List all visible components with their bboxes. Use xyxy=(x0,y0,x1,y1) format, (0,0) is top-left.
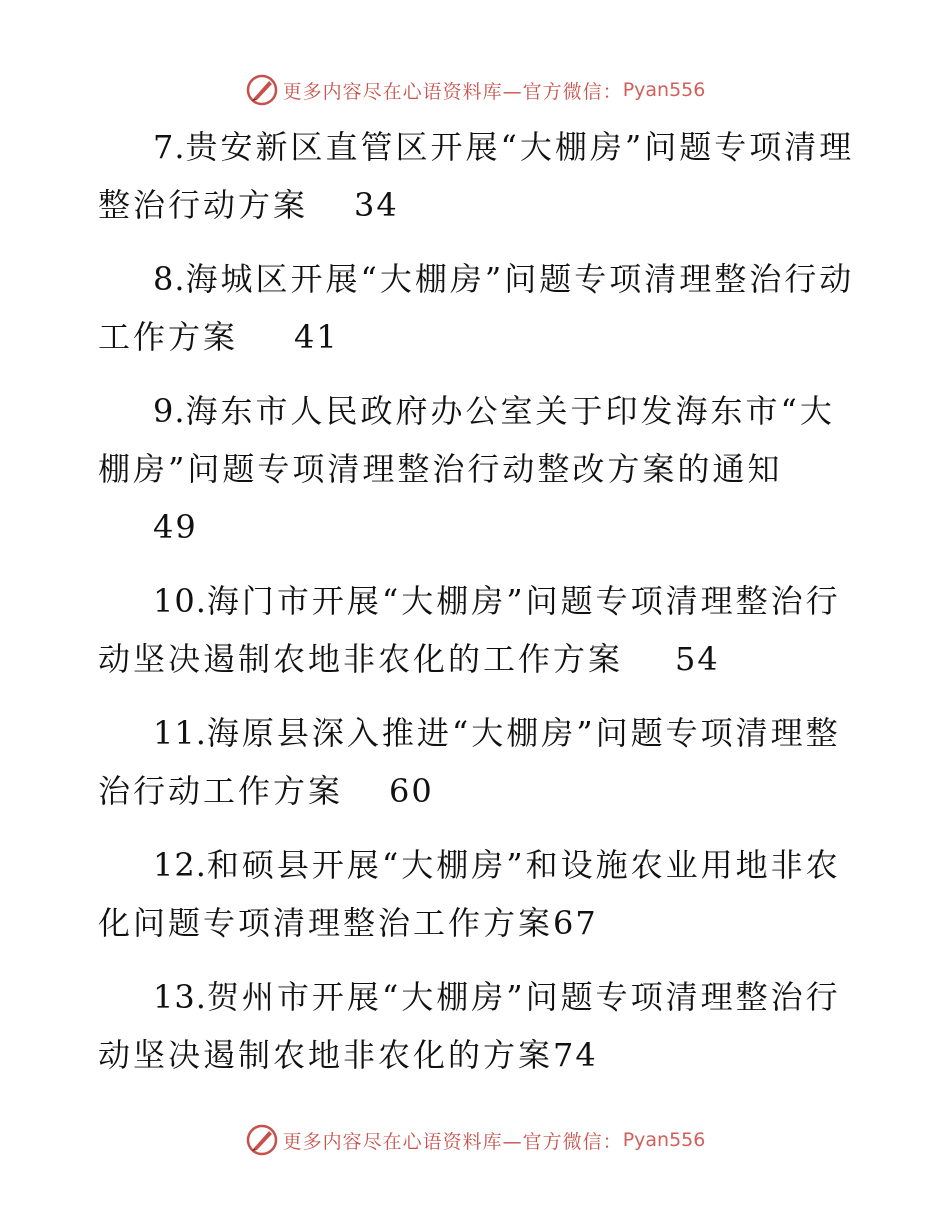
toc-entry[interactable] xyxy=(98,704,858,820)
entry-title: 贺州市开展“大棚房”问题专项清理整治行动坚决遏制农地非农化的方案 xyxy=(98,978,841,1074)
watermark-text: 更多内容尽在心语资料库— xyxy=(282,1130,523,1153)
entry-number: 13. xyxy=(153,978,207,1016)
entry-title: 海门市开展“大棚房”问题专项清理整治行动坚决遏制农地非农化的工作方案 xyxy=(98,582,841,678)
entry-number: 11. xyxy=(153,714,207,752)
watermark-account: Pyan556 xyxy=(622,79,706,101)
header-watermark xyxy=(0,70,950,110)
entry-number: 7. xyxy=(153,128,186,166)
watermark-wechat-label: 官方微信： xyxy=(522,80,623,103)
entry-title: 贵安新区直管区开展“大棚房”问题专项清理整治行动方案 xyxy=(98,128,855,224)
entry-title: 和硕县开展“大棚房”和设施农业用地非农化问题专项清理整治工作方案 xyxy=(98,846,841,942)
watermark-wechat-label: 官方微信： xyxy=(522,1130,623,1153)
table-of-contents xyxy=(98,118,858,1100)
entry-page: 54 xyxy=(675,640,720,678)
entry-page: 67 xyxy=(553,904,598,942)
entry-title: 海城区开展“大棚房”问题专项清理整治行动工作方案 xyxy=(98,260,855,356)
toc-entry[interactable] xyxy=(98,118,858,234)
watermark-text: 更多内容尽在心语资料库— xyxy=(282,80,523,103)
entry-page: 60 xyxy=(389,772,434,810)
toc-entry[interactable] xyxy=(98,572,858,688)
entry-title: 海原县深入推进“大棚房”问题专项清理整治行动工作方案 xyxy=(98,714,841,810)
toc-entry[interactable] xyxy=(98,250,858,366)
toc-entry[interactable] xyxy=(98,968,858,1084)
toc-entry[interactable] xyxy=(98,836,858,952)
entry-page: 74 xyxy=(553,1036,598,1074)
watermark-account: Pyan556 xyxy=(622,1129,706,1151)
toc-entry[interactable] xyxy=(98,382,858,556)
entry-page: 34 xyxy=(354,186,399,224)
entry-number: 10. xyxy=(153,582,207,620)
quill-seal-icon xyxy=(245,1123,279,1157)
entry-number: 9. xyxy=(153,392,186,430)
entry-page: 41 xyxy=(294,318,339,356)
entry-page: 49 xyxy=(153,508,198,546)
entry-number: 12. xyxy=(153,846,207,884)
footer-watermark xyxy=(0,1120,950,1160)
entry-title: 海东市人民政府办公室关于印发海东市“大棚房”问题专项清理整治行动整改方案的通知 xyxy=(98,392,835,488)
quill-seal-icon xyxy=(245,73,279,107)
entry-number: 8. xyxy=(153,260,186,298)
